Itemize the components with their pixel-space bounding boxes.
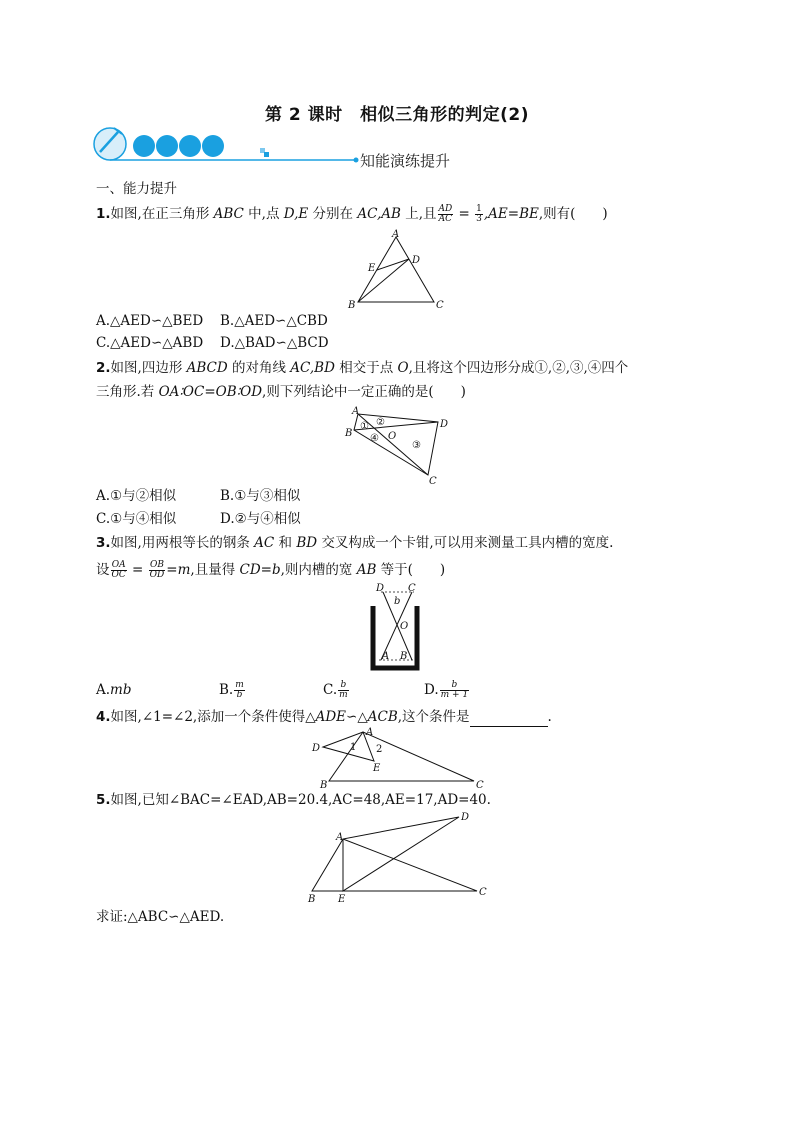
q1-number: 1. xyxy=(96,206,111,222)
q1-label-d: D xyxy=(412,255,421,266)
section-title: 一、能力提升 xyxy=(96,181,177,197)
q2-region-1: ① xyxy=(360,421,369,432)
q4-answer-blank[interactable] xyxy=(470,712,548,727)
q5-label-e: E xyxy=(338,894,346,905)
q3-stem-line2: 设 $\frac{OA}{OC}$ = $\frac{OB}{OD}$ =m,且量得 CD=b,则内槽的宽 AB 等于( ) xyxy=(96,560,446,580)
q3-slot-frame xyxy=(373,606,417,668)
q4-angle-2: 2 xyxy=(376,744,383,755)
page-title: 第 2 课时 相似三角形的判定(2) xyxy=(264,105,530,125)
q1-label-b: B xyxy=(348,300,356,311)
q3-label-o: O xyxy=(400,621,409,632)
q3-label-d: D xyxy=(376,583,385,594)
q3-number: 3. xyxy=(96,535,111,551)
q5-triangle-aed xyxy=(343,817,459,891)
banner-end-dot xyxy=(354,158,359,163)
q4-label-e: E xyxy=(373,763,381,774)
q5-label-b: B xyxy=(308,894,316,905)
q2-label-o: O xyxy=(388,431,397,442)
q3-label-a: A xyxy=(382,651,390,662)
q3-option-c: C. $\frac{b}{m}$ xyxy=(323,680,348,700)
q3-option-a: A.mb xyxy=(96,682,132,698)
q4-number: 4. xyxy=(96,709,111,725)
q4-stem: 4.如图,∠1=∠2,添加一个条件使得△ADE∽△ACB,这个条件是 . xyxy=(96,709,552,725)
q1-option-c: C.△AED∽△ABD xyxy=(96,335,204,351)
q3-label-b: B xyxy=(400,651,408,662)
banner-square-2 xyxy=(264,152,269,157)
banner-dot-2 xyxy=(156,135,178,157)
q3-label-c: C xyxy=(408,583,416,594)
q2-number: 2. xyxy=(96,360,111,376)
q1-option-b: B.△AED∽△CBD xyxy=(220,313,328,329)
q2-label-b: B xyxy=(345,428,353,439)
q2-figure xyxy=(340,402,452,486)
q4-label-c: C xyxy=(476,780,484,791)
q1-label-e: E xyxy=(368,263,376,274)
q3-fraction-oa-oc: $\frac{OA}{OC}$ xyxy=(111,560,126,580)
q5-figure xyxy=(300,810,496,906)
q4-triangle-acb xyxy=(329,732,474,781)
q2-region-4: ④ xyxy=(370,433,379,444)
q2-label-c: C xyxy=(429,476,437,487)
q4-label-a: A xyxy=(366,727,374,738)
q3-option-d: D. $\frac{b}{m + 1}$ xyxy=(424,680,469,700)
q3-option-b: B. $\frac{m}{b}$ xyxy=(219,680,244,700)
q2-option-d: D.②与④相似 xyxy=(220,511,301,527)
q2-region-3: ③ xyxy=(412,440,421,451)
q2-stem-line2: 三角形.若 OA∶OC=OB∶OD,则下列结论中一定正确的是( ) xyxy=(96,384,466,400)
q5-label-d: D xyxy=(461,812,470,823)
q1-segment-bd xyxy=(358,259,409,302)
q1-figure xyxy=(340,228,450,312)
q2-label-d: D xyxy=(440,419,449,430)
q5-triangle-abc xyxy=(312,839,477,891)
q1-option-a: A.△AED∽△BED xyxy=(96,313,204,329)
q2-option-c: C.①与④相似 xyxy=(96,511,177,527)
q3-figure xyxy=(360,582,430,674)
q3-fraction-ob-od: $\frac{OB}{OD}$ xyxy=(149,560,165,580)
q2-stem-line1: 2.如图,四边形 ABCD 的对角线 AC,BD 相交于点 O,且将这个四边形分成①,②,③,④四个 xyxy=(96,360,629,376)
q4-label-d: D xyxy=(312,743,321,754)
q2-option-b: B.①与③相似 xyxy=(220,488,301,504)
q3-label-b-length: b xyxy=(394,596,401,607)
q4-label-b: B xyxy=(320,780,328,791)
banner-text: 知能演练提升 xyxy=(360,152,451,170)
q1-option-d: D.△BAD∽△BCD xyxy=(220,335,329,351)
banner-dot-3 xyxy=(179,135,201,157)
q4-angle-1: 1 xyxy=(350,742,357,753)
q1-third: $\frac{1}{3}$ xyxy=(476,204,482,224)
q2-label-a: A xyxy=(352,406,360,417)
q4-figure xyxy=(308,726,494,790)
q1-label-a: A xyxy=(392,229,400,240)
banner-dot-4 xyxy=(202,135,224,157)
q5-label-c: C xyxy=(479,887,487,898)
q5-stem: 5.如图,已知∠BAC=∠EAD,AB=20.4,AC=48,AE=17,AD=40. xyxy=(96,792,491,808)
q2-option-a: A.①与②相似 xyxy=(96,488,177,504)
q5-label-a: A xyxy=(336,832,344,843)
q2-region-2: ② xyxy=(376,417,385,428)
q3-stem-line1: 3.如图,用两根等长的钢条 AC 和 BD 交叉构成一个卡钳,可以用来测量工具内槽的宽度. xyxy=(96,535,614,551)
q5-proof-prompt: 求证:△ABC∽△AED. xyxy=(96,909,225,925)
q5-number: 5. xyxy=(96,792,111,808)
q1-fraction: $\frac{AD}{AC}$ xyxy=(438,204,453,224)
q1-label-c: C xyxy=(436,300,444,311)
banner-dot-1 xyxy=(133,135,155,157)
q1-stem: 1.如图,在正三角形 ABC 中,点 D,E 分别在 AC,AB 上,且 $\frac{AD}{AC}$ = $\frac{1}{3}$ ,AE=BE,则有( ) xyxy=(96,204,608,224)
